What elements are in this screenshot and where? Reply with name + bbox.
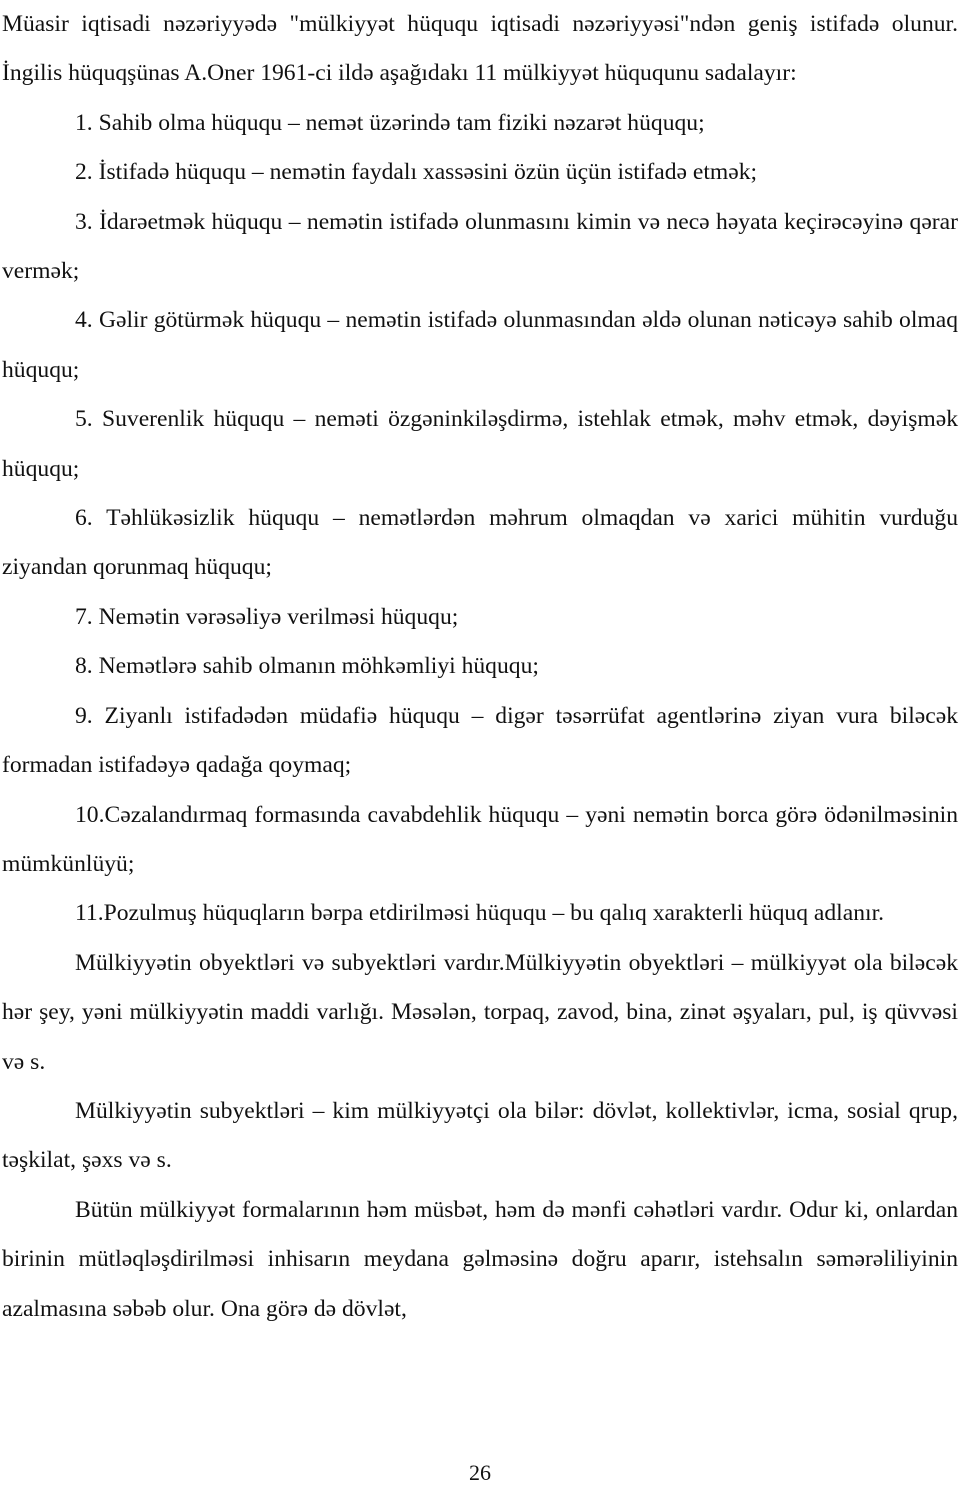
list-item: 2. İstifadə hüququ – nemətin faydalı xassəsini özün üçün istifadə etmək;: [75, 159, 758, 186]
intro-paragraph: Müasir iqtisadi nəzəriyyədə "mülkiyyət hüququ iqtisadi nəzəriyyəsi"ndən geniş istifadə olunur. İngilis hüquqşünas A.Oner 1961-ci ildə aşağıdakı 11 mülkiyyət hüququnu sadalayır:: [2, 11, 958, 87]
list-item: 11.Pozulmuş hüquqların bərpa etdirilməsi hüququ – bu qalıq xarakterli hüquq adlanır.: [75, 900, 885, 927]
list-item: 7. Nemətin vərəsəliyə verilməsi hüququ;: [75, 603, 459, 630]
rights-list: [2, 99, 958, 939]
document-page: [2, 0, 958, 1334]
list-item: 1. Sahib olma hüququ – nemət üzərində tam fiziki nəzarət hüququ;: [75, 109, 705, 136]
list-item: 4. Gəlir götürmək hüququ – nemətin istifadə olunmasından əldə olunan nəticəyə sahib olmaq hüququ;: [2, 307, 958, 383]
page-number: 26: [469, 1460, 491, 1485]
list-item: 10.Cəzalandırmaq formasında cavabdehlik hüququ – yəni nemətin borca görə ödənilməsinin mümkünlüyü;: [2, 801, 958, 877]
list-item: 5. Suverenlik hüququ – neməti özgəninkiləşdirmə, istehlak etmək, məhv etmək, dəyişmək hüququ;: [2, 406, 958, 482]
list-item: 8. Nemətlərə sahib olmanın möhkəmliyi hüququ;: [75, 653, 539, 680]
list-item: 3. İdarəetmək hüququ – nemətin istifadə olunmasını kimin və necə həyata keçirəcəyinə qərar vermək;: [2, 208, 958, 285]
body-paragraph-subjects: Mülkiyyətin subyektləri – kim mülkiyyətçi ola bilər: dövlət, kollektivlər, icma, sosial qrup, təşkilat, şəxs və s.: [2, 1097, 958, 1174]
body-paragraph-forms: Bütün mülkiyyət formalarının həm müsbət, həm də mənfi cəhətləri vardır. Odur ki, onlardan birinin mütləqləşdirilməsi inhisarın meydana gəlməsinə doğru aparır, istehsalın səmərəliliyinin azalmasına səbəb olur. Ona görə də dövlət,: [2, 1196, 958, 1322]
body-paragraph-objects: Mülkiyyətin obyektləri və subyektləri vardır.Mülkiyyətin obyektləri – mülkiyyət ola biləcək hər şey, yəni mülkiyyətin maddi varlığı. Məsələn, torpaq, zavod, bina, zinət əşyaları, pul, iş qüvvəsi və s.: [2, 949, 958, 1075]
list-item: 6. Təhlükəsizlik hüququ – nemətlərdən məhrum olmaqdan və xarici mühitin vurduğu ziyandan qorunmaq hüququ;: [2, 505, 958, 581]
list-item: 9. Ziyanlı istifadədən müdafiə hüququ – digər təsərrüfat agentlərinə ziyan vura biləcək formadan istifadəyə qadağa qoymaq;: [2, 702, 958, 779]
